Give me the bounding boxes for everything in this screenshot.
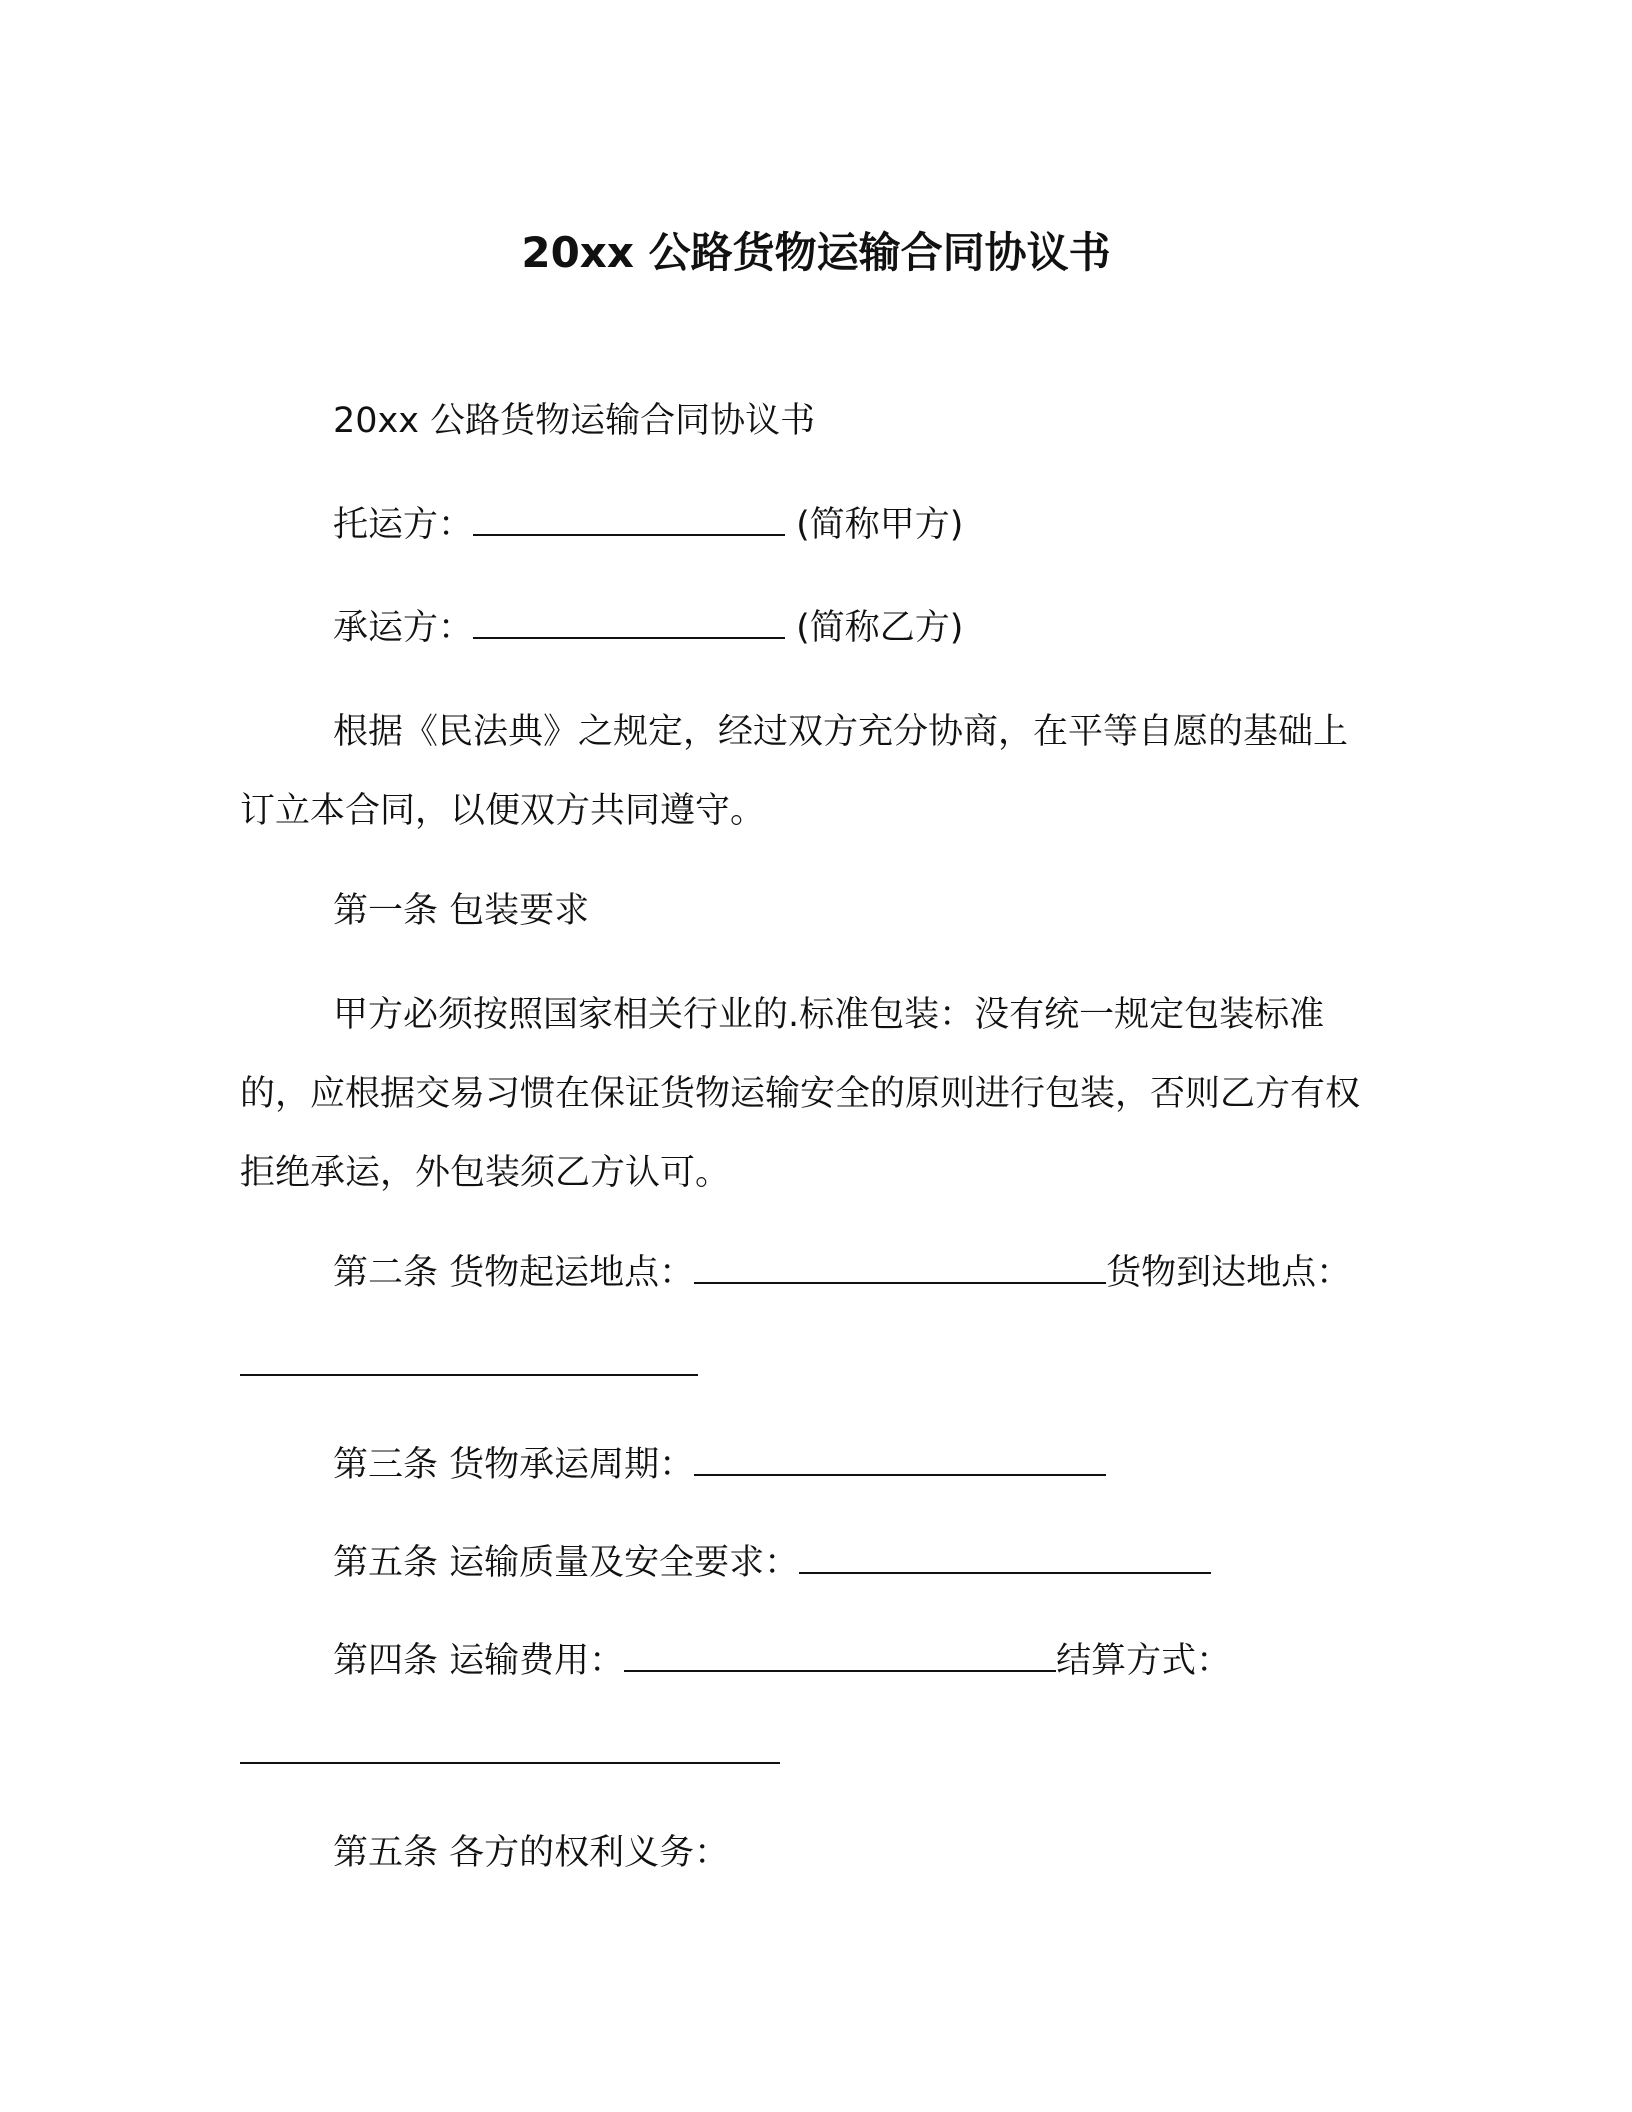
article4-line: [333, 1638, 1231, 1684]
article4-settlement-line: [240, 1730, 780, 1776]
article1-body: 甲方必须按照国家相关行业的.标准包装：没有统一规定包装标准的，应根据交易习惯在保证货物运输安全的原则进行包装，否则乙方有权拒绝承运，外包装须乙方认可。: [240, 995, 1361, 1193]
shipper-line: [333, 502, 963, 548]
article4-fee-blank: [624, 1640, 1056, 1672]
article5a-blank: [799, 1542, 1211, 1574]
article2-line: [333, 1250, 1351, 1296]
article5a-line: [333, 1540, 1211, 1586]
article2-dest-line: [240, 1342, 698, 1388]
article3-label: 第三条 货物承运周期：: [333, 1445, 695, 1485]
carrier-blank: [473, 607, 785, 639]
shipper-suffix: (简称甲方): [796, 505, 964, 545]
article2-label: 第二条 货物起运地点：: [333, 1253, 695, 1293]
carrier-line: [333, 605, 963, 651]
shipper-blank: [473, 504, 785, 536]
article3-blank: [694, 1444, 1106, 1476]
article5a-label: 第五条 运输质量及安全要求：: [333, 1543, 800, 1583]
article5b-line: 第五条 各方的权利义务：: [333, 1833, 730, 1873]
article2-label2: 货物到达地点：: [1106, 1253, 1352, 1293]
article2-dest-blank: [240, 1344, 698, 1376]
document-title: 20xx 公路货物运输合同协议书: [521, 228, 1111, 277]
article3-line: [333, 1442, 1106, 1488]
article4-label2: 结算方式：: [1056, 1641, 1232, 1681]
carrier-label: 承运方：: [333, 608, 474, 648]
article1-heading: 第一条 包装要求: [333, 891, 590, 931]
article4-settlement-blank: [240, 1732, 780, 1764]
article2-origin-blank: [694, 1252, 1106, 1284]
shipper-label: 托运方：: [333, 505, 474, 545]
subtitle-line: 20xx 公路货物运输合同协议书: [333, 401, 816, 441]
preamble-paragraph: 根据《民法典》之规定，经过双方充分协商，在平等自愿的基础上订立本合同，以便双方共同遵守。: [240, 712, 1349, 831]
carrier-suffix: (简称乙方): [796, 608, 964, 648]
article4-label: 第四条 运输费用：: [333, 1641, 625, 1681]
